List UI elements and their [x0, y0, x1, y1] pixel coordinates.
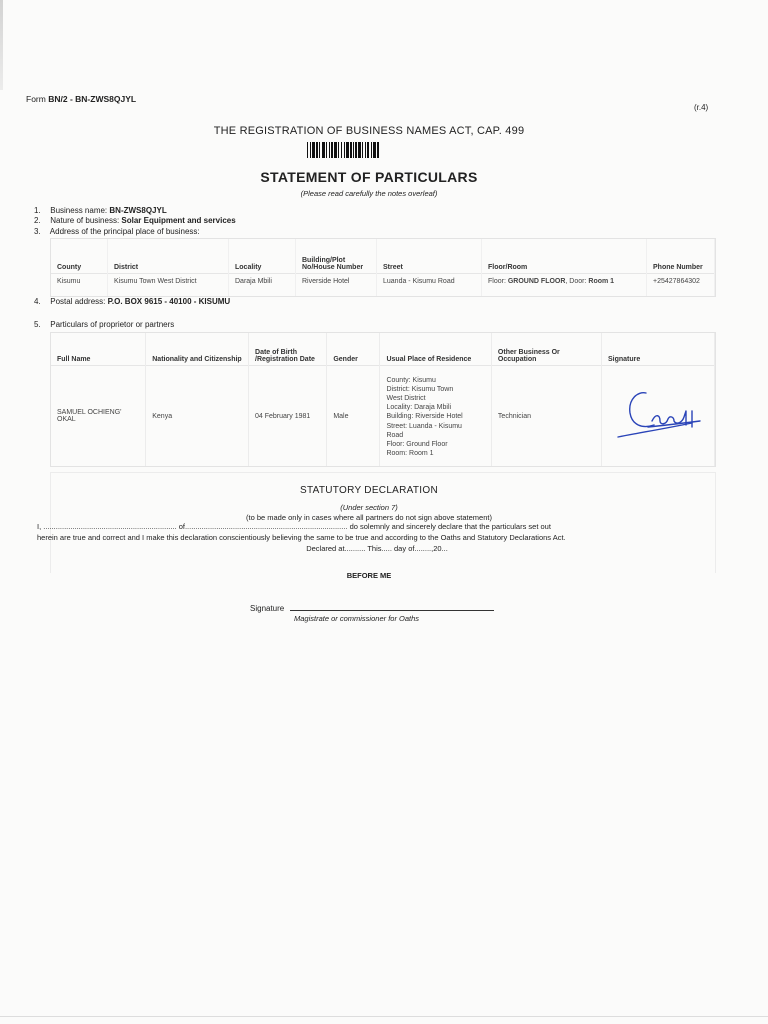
- form-code: BN/2 - BN-ZWS8QJYL: [48, 94, 137, 104]
- signature-label: Signature: [250, 604, 285, 613]
- partners-table-row: SAMUEL OCHIENG' OKAL Kenya 04 February 1981 Male County: Kisumu District: Kisumu Town West District Locality: Daraja Mbili Building: Riverside Hotel Street: Luanda - Kisumu Road Floor: Ground Floor Room: Room 1 Technician: [51, 366, 715, 467]
- address-table-header: County District Locality Building/Plot No/House Number Street Floor/Room Phone Number: [51, 239, 715, 274]
- scan-edge-mark: [0, 0, 3, 90]
- address-item: 3. Address of the principal place of business:: [34, 227, 200, 236]
- nature-value: Solar Equipment and services: [121, 216, 236, 225]
- signature-cell: [602, 366, 715, 467]
- partners-table-header: Full Name Nationality and Citizenship Date of Birth /Registration Date Gender Usual Place of Residence Other Business Or Occupation Signature: [51, 333, 715, 366]
- postal-item: 4. Postal address: P.O. BOX 9615 - 40100 - KISUMU: [34, 297, 231, 306]
- address-table-row: Kisumu Kisumu Town West District Daraja Mbili Riverside Hotel Luanda - Kisumu Road Floor: GROUND FLOOR, Door: Room 1 +25427864302: [51, 274, 715, 297]
- page-title: STATEMENT OF PARTICULARS: [260, 169, 478, 185]
- handwritten-signature: [608, 385, 708, 445]
- residence-cell: County: Kisumu District: Kisumu Town West District Locality: Daraja Mbili Building: Riverside Hotel Street: Luanda - Kisumu Road Floor: Ground Floor Room: Room 1: [380, 366, 491, 467]
- partners-item: 5. Particulars of proprietor or partners: [34, 320, 175, 329]
- floor-room-cell: Floor: GROUND FLOOR, Door: Room 1: [482, 274, 647, 297]
- declaration-subtitle: (Under section 7): [340, 503, 398, 512]
- form-id: [26, 94, 136, 104]
- act-title: THE REGISTRATION OF BUSINESS NAMES ACT, CAP. 499: [213, 125, 525, 137]
- declaration-instruction: (to be made only in cases where all partners do not sign above statement): [246, 513, 492, 522]
- barcode: [307, 142, 431, 158]
- business-name-item: 1. Business name: BN-ZWS8QJYL: [34, 206, 167, 215]
- declaration-body: I, ................................................................ of.............................................................................. do solemnly and sincerely declare that the particulars set out herein are true and correct and I make this declaration conscientiously believing the same to be true and according to the Oaths and Statutory Declarations Act. Declared at.......... This..... day of........,20...: [37, 522, 566, 553]
- signature-line: [290, 610, 494, 611]
- magistrate-label: Magistrate or commissioner for Oaths: [294, 614, 420, 623]
- declaration-title: STATUTORY DECLARATION: [300, 485, 438, 496]
- postal-value: P.O. BOX 9615 - 40100 - KISUMU: [107, 297, 231, 306]
- page-bottom-edge: [0, 1016, 768, 1017]
- partners-table: [50, 332, 716, 467]
- before-me: BEFORE ME: [346, 571, 392, 580]
- form-label: Form: [26, 94, 46, 104]
- rule-reference: (r.4): [694, 103, 709, 112]
- address-table: [50, 238, 716, 297]
- business-name-value: BN-ZWS8QJYL: [109, 206, 167, 215]
- instruction-note: (Please read carefully the notes overleaf): [300, 189, 438, 198]
- nature-item: 2. Nature of business: Solar Equipment and services: [34, 216, 236, 225]
